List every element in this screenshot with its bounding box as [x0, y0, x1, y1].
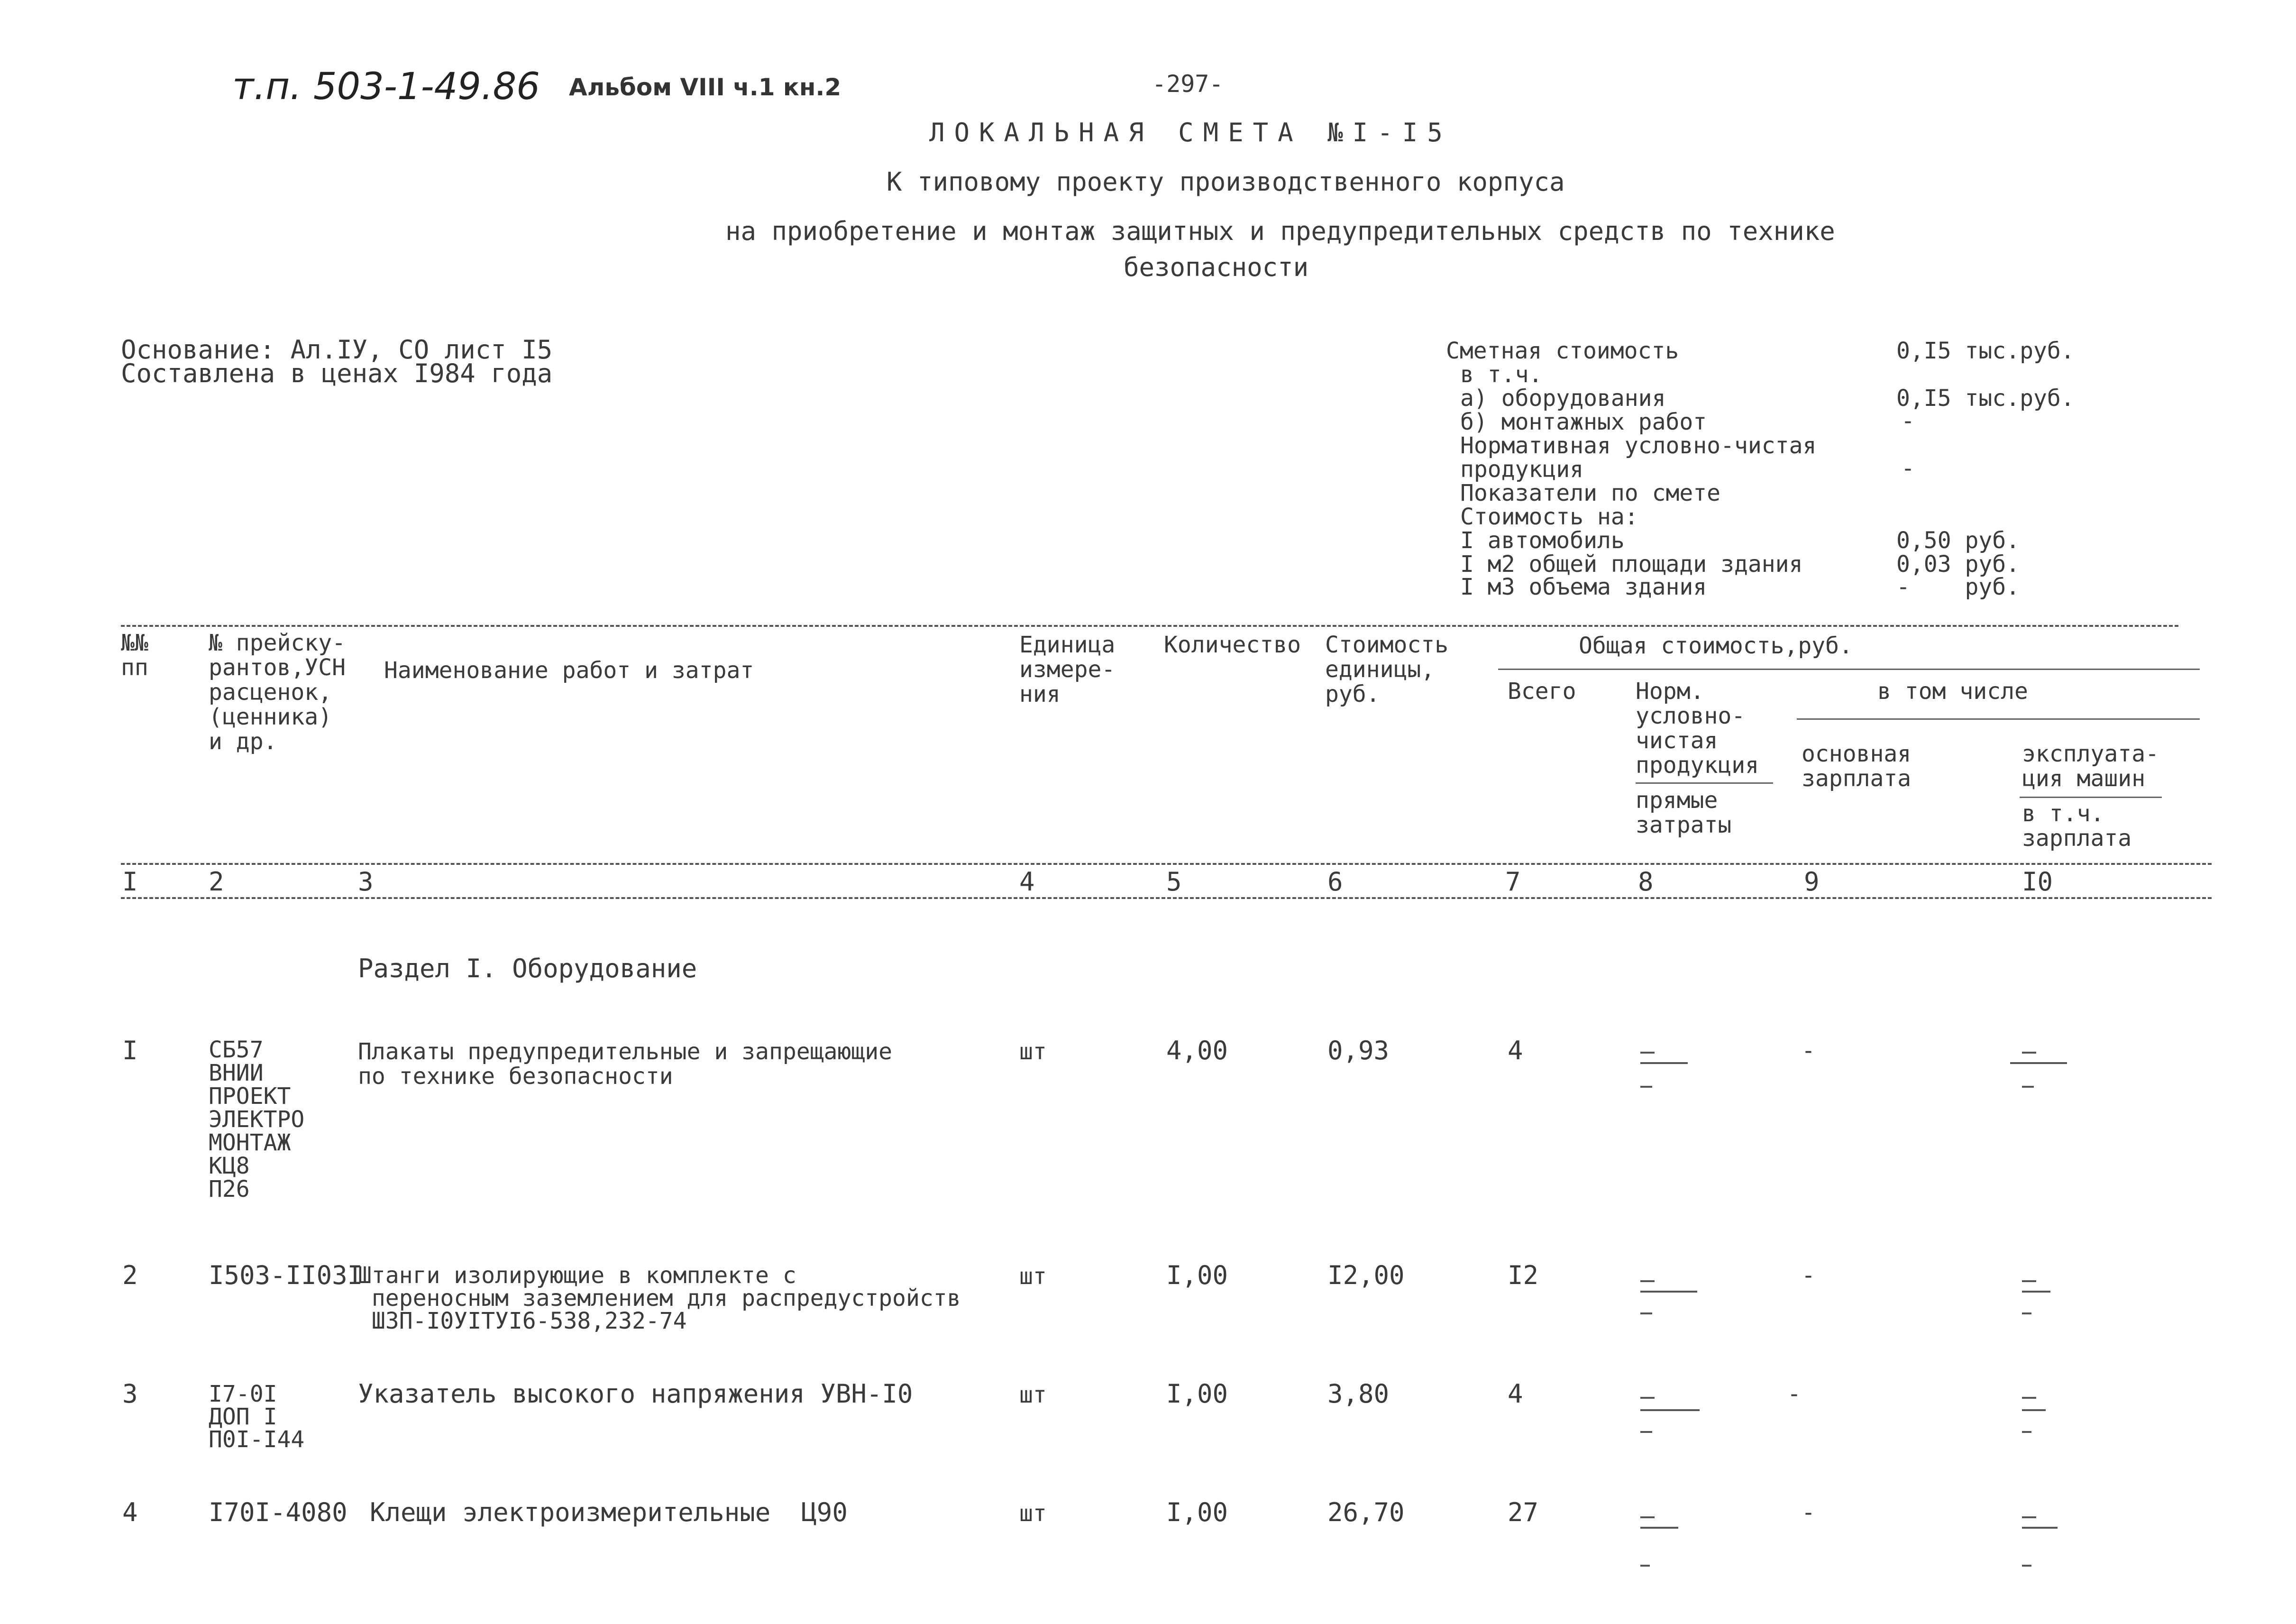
incl-underline [1797, 718, 2200, 720]
summary-value: 0,I5 тыс.руб. [1896, 385, 2075, 412]
title-line-3: безопасности [1124, 252, 1309, 282]
row-machine-empty [2022, 1516, 2036, 1518]
row-price-code: I70I-4080 [209, 1497, 348, 1527]
header-unit: Единица измере- ния [1019, 632, 1116, 707]
document-title: ЛОКАЛЬНАЯ СМЕТА №I-I5 [929, 118, 1452, 147]
summary-value: 0,03 руб. [1896, 551, 2020, 578]
summary-label: I м3 объема здания [1460, 574, 1707, 600]
row-unit: шт [1019, 1038, 1047, 1065]
row-machine-salary-empty [2022, 1565, 2031, 1567]
header-bottom-rule [121, 863, 2212, 865]
group-underline [1498, 669, 2200, 670]
row-price-code: I7-0I ДОП I П0I-I44 [209, 1381, 305, 1453]
header-net-output: Норм. условно- чистая продукция [1636, 678, 1759, 779]
column-number: 2 [209, 867, 224, 897]
summary-value: - [1901, 455, 1915, 482]
header-name: Наименование работ и затрат [384, 657, 754, 684]
row-machine-salary-empty [2022, 1431, 2031, 1433]
row-direct-costs-empty [1640, 1062, 1688, 1064]
row-base-salary: - [1802, 1499, 1815, 1526]
column-number: 5 [1166, 867, 1182, 897]
row-direct-costs-empty [1640, 1565, 1650, 1567]
row-unit-cost: 26,70 [1327, 1497, 1405, 1527]
row-quantity: 4,00 [1166, 1036, 1228, 1065]
summary-label: продукция [1460, 456, 1584, 483]
row-machine-salary-empty [2022, 1086, 2034, 1088]
row-direct-costs-empty [1640, 1409, 1700, 1411]
header-direct-costs: прямые затраты [1636, 787, 1732, 838]
row-unit-cost: I2,00 [1327, 1260, 1405, 1290]
column-number: I0 [2022, 867, 2053, 897]
column-number: 9 [1804, 867, 1820, 897]
row-machine-salary-empty [2022, 1312, 2031, 1314]
summary-value: 0,I5 тыс.руб. [1896, 338, 2075, 364]
row-name: Плакаты предупредительные и запрещающие по технике безопасности [358, 1038, 893, 1090]
row-name: Указатель высокого напряжения УВН-I0 [358, 1379, 913, 1409]
col-numbers-rule [121, 897, 2212, 899]
header-row-number: №№ пп [121, 630, 148, 681]
row-unit: шт [1019, 1500, 1047, 1527]
column-number: 3 [358, 867, 374, 897]
row-total: 4 [1508, 1379, 1523, 1409]
row-direct-costs-empty [1640, 1527, 1678, 1529]
row-name: Штанги изолирующие в комплекте с переносным заземлением для распредустройств ШЗП-I0УIТУI6-538,232-74 [358, 1262, 961, 1334]
project-code: т.п. 503-1-49.86 [232, 65, 540, 108]
row-net-output-empty [1640, 1280, 1655, 1282]
header-unit-cost: Стоимость единицы, руб. [1325, 632, 1449, 707]
row-machine-empty [2022, 1280, 2036, 1282]
row-total: I2 [1508, 1260, 1539, 1290]
row-direct-costs-empty [1640, 1291, 1697, 1293]
header-base-salary: основная зарплата [1802, 741, 1912, 792]
row-quantity: I,00 [1166, 1497, 1228, 1527]
header-including: в том числе [1877, 678, 2028, 705]
row-number: 2 [122, 1260, 138, 1290]
row-total: 4 [1508, 1036, 1523, 1065]
row-number: 4 [122, 1497, 138, 1527]
column-number: 4 [1019, 867, 1035, 897]
summary-label: в т.ч. [1460, 361, 1543, 388]
table-top-rule [121, 625, 2178, 627]
row-direct-costs-empty [1640, 1086, 1652, 1088]
summary-label: Сметная стоимость [1446, 338, 1679, 364]
row-unit: шт [1019, 1263, 1047, 1290]
row-direct-costs-empty [1640, 1312, 1652, 1314]
row-machine-empty [2010, 1062, 2067, 1064]
basis-line-2: Составлена в ценах I984 года [121, 358, 553, 388]
row-direct-costs-empty [1640, 1431, 1652, 1433]
row-name: Клещи электроизмерительные Ц90 [370, 1497, 848, 1527]
row-net-output-empty [1640, 1052, 1655, 1054]
header-machine-operation: эксплуата- ция машин [2022, 741, 2159, 792]
row-quantity: I,00 [1166, 1379, 1228, 1409]
summary-label: I м2 общей площади здания [1460, 551, 1803, 578]
row-net-output-empty [1640, 1516, 1655, 1518]
summary-label: I автомобиль [1460, 527, 1625, 554]
summary-value: 0,50 руб. [1896, 527, 2020, 554]
row-quantity: I,00 [1166, 1260, 1228, 1290]
row-price-code: I503-II03I [209, 1260, 363, 1290]
c10-divider [2020, 797, 2162, 798]
row-number: I [122, 1036, 138, 1065]
column-number: 6 [1327, 867, 1343, 897]
section-title: Раздел I. Оборудование [358, 954, 697, 983]
c8-divider [1636, 782, 1773, 784]
header-machine-salary: в т.ч. зарплата [2022, 800, 2132, 852]
row-machine-empty [2022, 1527, 2058, 1529]
summary-label: Стоимость на: [1460, 504, 1638, 530]
row-unit-cost: 0,93 [1327, 1036, 1390, 1065]
row-machine-empty [2022, 1409, 2046, 1411]
title-line-1: К типовому проекту производственного корпуса [887, 167, 1565, 197]
summary-label: б) монтажных работ [1460, 409, 1707, 435]
row-base-salary: - [1802, 1262, 1815, 1289]
row-machine-empty [2022, 1052, 2036, 1054]
row-unit: шт [1019, 1382, 1047, 1408]
basis-line-1: Основание: Ал.IУ, СО лист I5 [121, 335, 553, 365]
title-line-2: на приобретение и монтаж защитных и предупредительных средств по технике [725, 216, 1835, 246]
summary-label: Показатели по смете [1460, 480, 1721, 506]
row-base-salary: - [1787, 1381, 1801, 1407]
row-base-salary: - [1802, 1037, 1815, 1064]
header-total-cost-group: Общая стоимость,руб. [1579, 633, 1853, 659]
header-quantity: Количество [1164, 632, 1301, 658]
summary-label: а) оборудования [1460, 385, 1666, 412]
row-total: 27 [1508, 1497, 1539, 1527]
row-unit-cost: 3,80 [1327, 1379, 1390, 1409]
row-machine-empty [2022, 1291, 2050, 1293]
summary-value: - руб. [1896, 574, 2020, 600]
summary-label: Нормативная условно-чистая [1460, 432, 1817, 459]
summary-value: - [1901, 408, 1915, 434]
page-number: -297- [1152, 70, 1224, 98]
column-number: I [122, 867, 138, 897]
row-number: 3 [122, 1379, 138, 1409]
album-label: Альбом VIII ч.1 кн.2 [569, 73, 842, 101]
row-machine-empty [2022, 1397, 2036, 1399]
column-number: 7 [1505, 867, 1521, 897]
row-net-output-empty [1640, 1397, 1655, 1399]
row-price-code: СБ57 ВНИИ ПРОЕКТ ЭЛЕКТРО МОНТАЖ КЦ8 П26 [209, 1037, 305, 1202]
header-total: Всего [1508, 678, 1576, 705]
header-price-code: № прейску- рантов,УСН расценок, (ценника) и др. [209, 630, 346, 755]
column-number: 8 [1638, 867, 1654, 897]
